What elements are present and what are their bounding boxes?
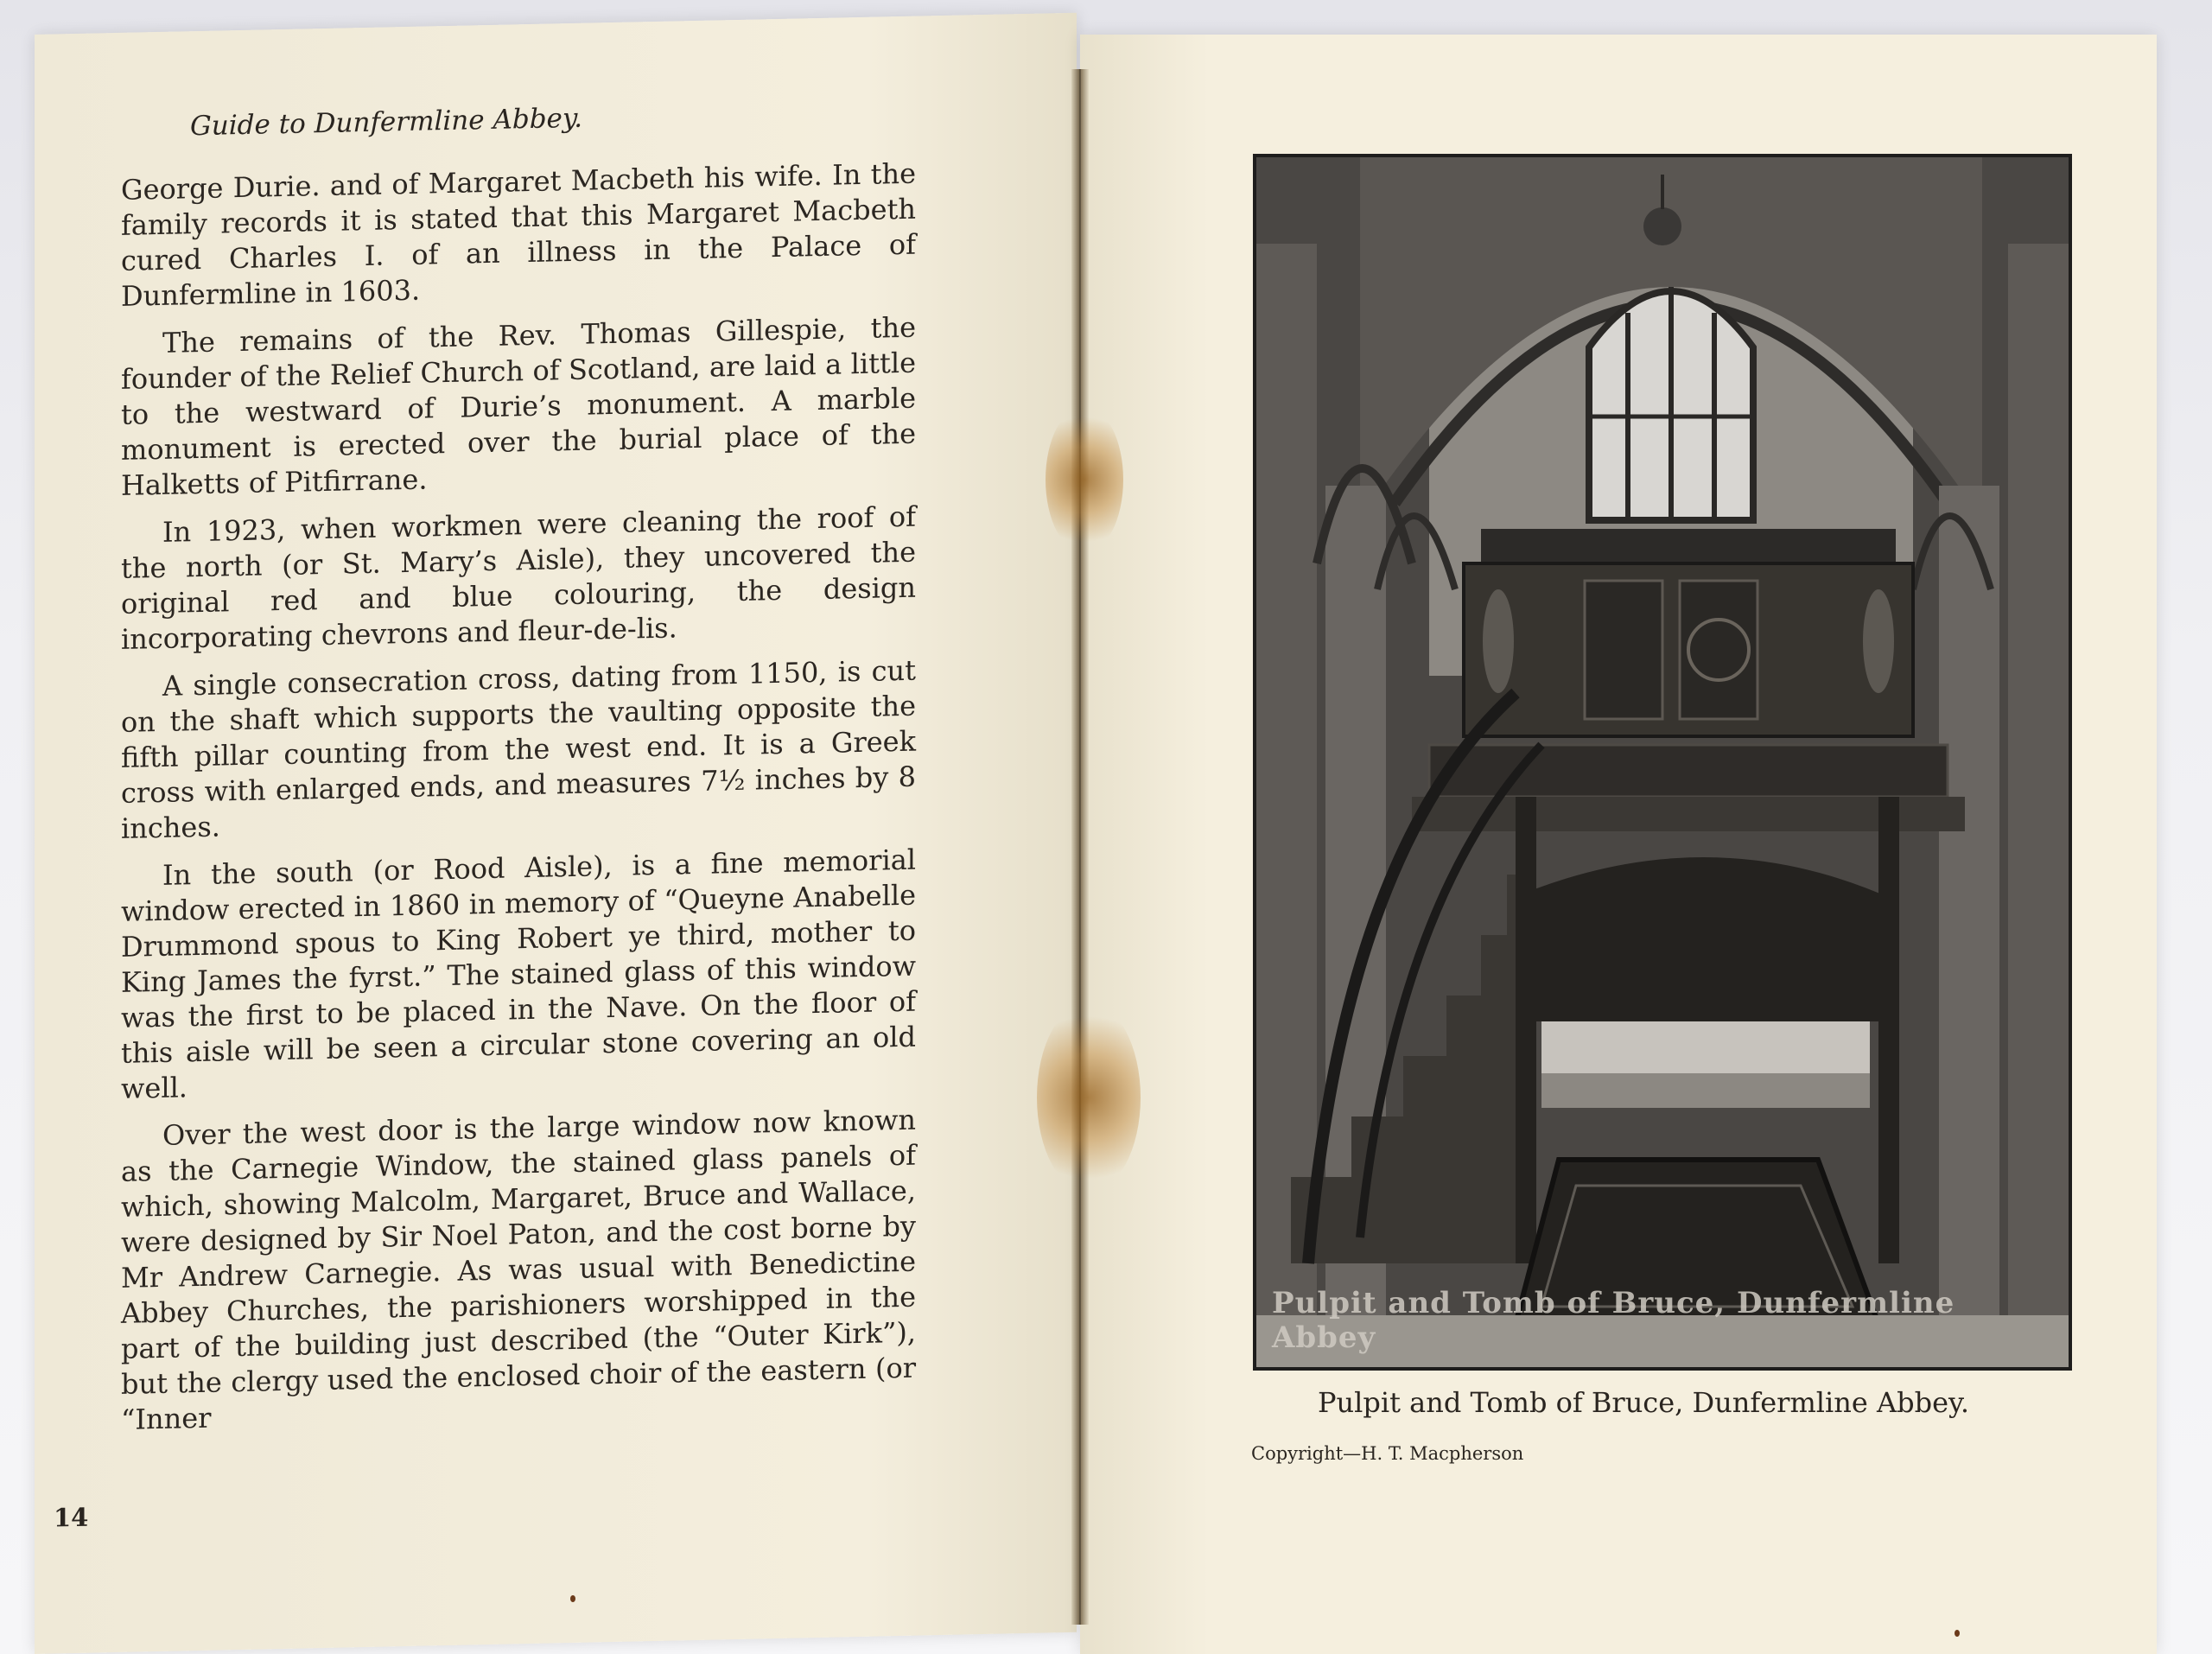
running-head: Guide to Dunfermline Abbey. (190, 102, 583, 143)
copyright-line: Copyright—H. T. Macpherson (1251, 1443, 1524, 1464)
body-text (121, 156, 916, 1450)
open-booklet (35, 35, 2212, 1654)
left-page (35, 13, 1077, 1654)
foxing-spot (1955, 1630, 1960, 1637)
paragraph-gillespie: The remains of the Rev. Thomas Gillespie, the founder of the Relief Church of Scotland, are laid a little to the westward of Durie’s monument. A marble monument is erected over the burial place of the Halketts of Pitfirrane. (121, 310, 916, 502)
pulpit-photograph (1253, 154, 2072, 1371)
photo-caption: Pulpit and Tomb of Bruce, Dunfermline Abbey. (1318, 1386, 1969, 1419)
paragraph-roof-1923: In 1923, when workmen were cleaning the roof of the north (or St. Mary’s Aisle), they uncovered the original red and blue colouring, the design incorporating chevrons and fleur-de-lis. (121, 499, 916, 656)
right-page (1080, 35, 2157, 1654)
photo-overlay-title: Pulpit and Tomb of Bruce, Dunfermline Abbey (1272, 1286, 1955, 1355)
paragraph-memorial-window: In the south (or Rood Aisle), is a fine memorial window erected in 1860 in memory of “Queyne Anabelle Drummond spous to King Robert ye third, mother to King James the fyrst.” The stained glass of this window was the first to be placed in the Nave. On the floor of this aisle will be seen a circular stone covering an old well. (121, 843, 916, 1105)
pulpit-illustration (1256, 157, 2069, 1367)
rust-stain-lower (1037, 1002, 1141, 1193)
foxing-spot (570, 1595, 575, 1602)
page-number: 14 (54, 1502, 89, 1533)
paragraph-carnegie-window: Over the west door is the large window now known as the Carnegie Window, the stained glass panels of which, showing Malcolm, Margaret, Bruce and Wallace, were designed by Sir Noel Paton, and the cost borne by Mr Andrew Carnegie. As was usual with Benedictine Abbey Churches, the parishioners worshipped in the part of the building just described (the “Outer Kirk”), but the clergy used the enclosed choir of the eastern (or “Inner (121, 1103, 916, 1436)
paragraph-durie: George Durie. and of Margaret Macbeth his wife. In the family records it is stated that this Margaret Macbeth cured Charles I. of an illness in the Palace of Dunfermline in 1603. (121, 156, 916, 313)
paragraph-consecration-cross: A single consecration cross, dating from 1150, is cut on the shaft which supports the vaulting opposite the fifth pillar counting from the west end. It is a Greek cross with enlarged ends, and measures 7½ inches by 8 inches. (121, 653, 916, 845)
booklet-spine (1071, 69, 1089, 1625)
rust-stain-upper (1046, 406, 1123, 553)
